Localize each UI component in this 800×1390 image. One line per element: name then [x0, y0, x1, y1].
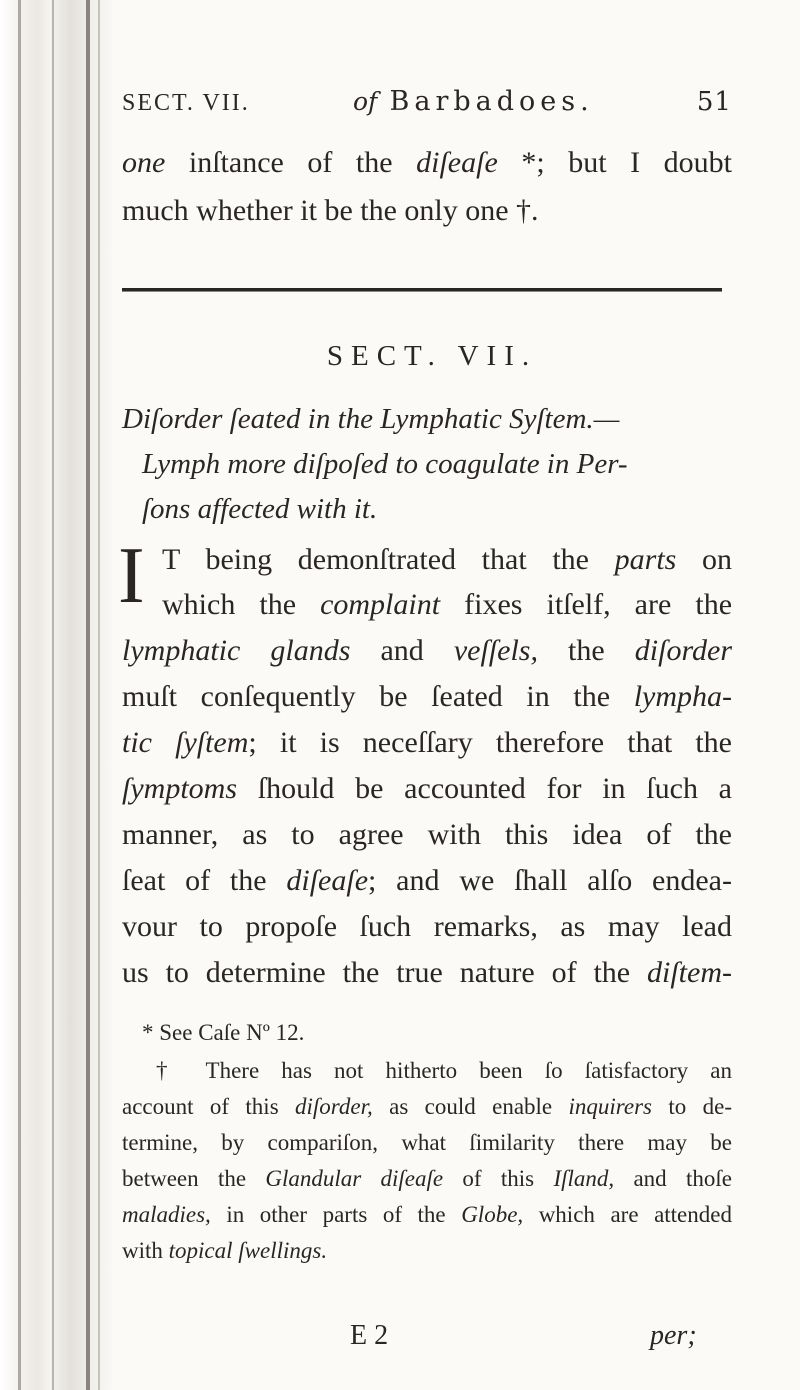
section-rule — [122, 288, 722, 291]
running-head — [122, 86, 732, 117]
text-line: T being demonſtrated that the parts on — [162, 543, 732, 576]
catchword: per; — [650, 1320, 697, 1351]
running-head-title — [353, 86, 594, 117]
subheading-line: ſons affected with it. — [142, 493, 378, 525]
footnote-line: account of this diſorder, as could enable inquirers to de- — [122, 1094, 733, 1119]
book-page — [112, 0, 800, 1390]
gutter-shadow — [98, 0, 100, 1390]
gutter-shadow — [86, 0, 90, 1390]
page-number: 51 — [696, 87, 732, 117]
footnote-line: between the Glandular diſeaſe of this Iſland, and thoſe — [122, 1166, 732, 1191]
text-line: us to determine the true nature of the diſtem- — [122, 956, 732, 989]
text-line: manner, as to agree with this idea of the — [122, 818, 732, 851]
signature-mark: E 2 — [350, 1320, 389, 1351]
running-head-caps: Barbadoes. — [389, 86, 594, 117]
gutter-shadow — [52, 0, 54, 1390]
text-line: which the complaint fixes itſelf, are the — [162, 588, 733, 621]
footnote-line: maladies, in other parts of the Globe, which are attended — [122, 1202, 732, 1227]
subheading-line: Diſorder ſeated in the Lymphatic Syſtem.— — [122, 403, 620, 435]
footnote-line: with topical ſwellings. — [122, 1238, 328, 1263]
text-line: one inſtance of the diſeaſe *; but I doubt — [122, 146, 732, 179]
section-heading: SECT. VII. — [326, 340, 538, 372]
footnote-marker-line: * See Caſe Nº 12. — [142, 1020, 305, 1045]
text-line: lymphatic glands and veſſels, the diſorder — [122, 634, 733, 667]
running-head-prefix: of — [352, 87, 378, 116]
running-head-section: SECT. VII. — [122, 90, 250, 116]
drop-cap: I — [118, 532, 145, 620]
book-gutter — [0, 0, 112, 1390]
gutter-shadow — [18, 0, 21, 1390]
text-line: vour to propoſe ſuch remarks, as may lead — [122, 910, 732, 943]
footnote-line: † There has not hitherto been ſo ſatisfactory an — [156, 1058, 732, 1083]
footnote-line: termine, by compariſon, what ſimilarity there may be — [122, 1130, 732, 1155]
text-line: ſeat of the diſeaſe; and we ſhall alſo endea- — [122, 864, 732, 897]
text-line: much whether it be the only one †. — [122, 194, 539, 227]
text-line: muſt conſequently be ſeated in the lympha- — [122, 680, 732, 713]
subheading-line: Lymph more diſpoſed to coagulate in Per- — [142, 448, 628, 480]
text-line: tic ſyſtem; it is neceſſary therefore that the — [122, 726, 732, 759]
text-line: ſymptoms ſhould be accounted for in ſuch a — [122, 772, 732, 805]
